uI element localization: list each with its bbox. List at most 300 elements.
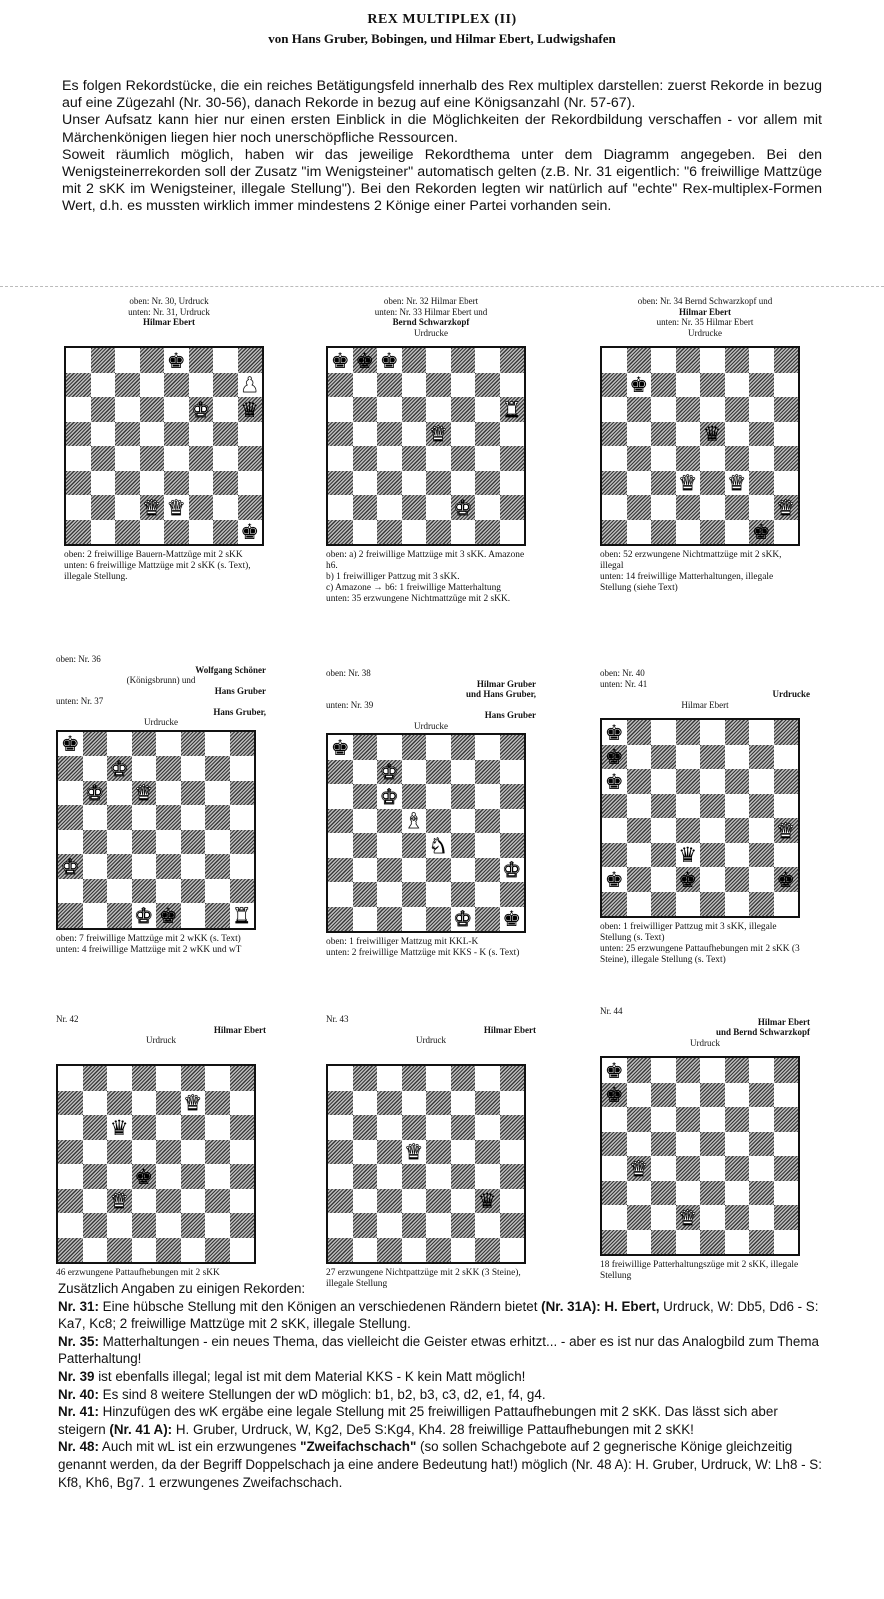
board-square (377, 446, 402, 471)
black-king-piece: ♚ (604, 719, 624, 745)
board-square (426, 373, 451, 398)
board-square (475, 1213, 500, 1238)
board-square (402, 471, 427, 496)
board-square (500, 422, 525, 447)
diagram-header (326, 296, 536, 344)
board-square (774, 422, 799, 447)
board-square (602, 794, 627, 819)
board-square (205, 1115, 230, 1140)
board-square (156, 1189, 181, 1214)
board-square (500, 520, 525, 545)
diagram-header-line: Bernd Schwarzkopf (392, 317, 470, 327)
diagram-header-line: Hans Gruber, (213, 706, 266, 717)
board-square (749, 1083, 774, 1108)
board-square (700, 1230, 725, 1255)
additional-notes (58, 1280, 826, 1491)
board-square (402, 1164, 427, 1189)
white-rook-piece: ♜ (502, 396, 522, 422)
board-square (676, 720, 701, 745)
black-king-piece: ♚ (502, 906, 522, 932)
board-square (107, 805, 132, 830)
board-square (83, 1213, 108, 1238)
caption-line: b) 1 freiwilliger Pattzug mit 3 sKK. (326, 572, 460, 582)
board-square (189, 348, 214, 373)
board-square (156, 1066, 181, 1091)
board-square (500, 1115, 525, 1140)
diagram-nr-38-39 (326, 668, 536, 958)
board-square (426, 882, 451, 907)
board-square (181, 805, 206, 830)
board-square (353, 520, 378, 545)
board-square (651, 867, 676, 892)
caption-line: unten: 6 freiwillige Mattzüge mit 2 sKK (s. Text), illegale Stellung. (64, 561, 251, 582)
diagram-header (56, 1014, 266, 1062)
board-square (426, 858, 451, 883)
board-square (189, 446, 214, 471)
board-square (58, 1238, 83, 1263)
board-square (451, 520, 476, 545)
board-square (132, 854, 157, 879)
board-square (328, 495, 353, 520)
board-square (107, 1140, 132, 1165)
board-square (107, 830, 132, 855)
board-square (353, 1115, 378, 1140)
diagram-caption (64, 550, 270, 583)
diagram-header (600, 296, 810, 344)
board-square (627, 1132, 652, 1157)
diagram-header-line: Hilmar Gruber (476, 678, 536, 689)
board-square (500, 1213, 525, 1238)
board-square (83, 879, 108, 904)
board-square (402, 1091, 427, 1116)
black-king-piece: ♚ (240, 519, 260, 545)
caption-line: 27 erzwungene Nichtpattzüge mit 2 sKK (3 Steine), illegale Stellung (326, 1268, 521, 1289)
caption-line: unten: 2 freiwillige Mattzüge mit KKS - K (s. Text) (326, 948, 520, 958)
white-queen-piece: ♛ (183, 1090, 203, 1116)
diagram-header-line: oben: Nr. 34 Bernd Schwarzkopf und (637, 296, 773, 306)
board-square (676, 520, 701, 545)
board-square (426, 1140, 451, 1165)
board-square (602, 1156, 627, 1181)
diagram-header-line: unten: Nr. 41 (600, 678, 648, 689)
board-square (328, 1213, 353, 1238)
board-square (627, 720, 652, 745)
notes-list (58, 1298, 826, 1492)
board-square (328, 858, 353, 883)
black-king-piece: ♚ (355, 347, 375, 373)
caption-line: unten: 35 erzwungene Nichtmattzüge mit 2 sKK. (326, 594, 511, 604)
note-text-cont: Urdruck, W: Db5, Dd6 - S: Ka7, Kc8; 2 freiwillige Mattzüge mit 2 sKK, illegale Stellung. (58, 1298, 819, 1332)
board-square (651, 892, 676, 917)
diagram-header-line: und Hans Gruber, (466, 689, 536, 699)
board-square (156, 732, 181, 757)
board-square (627, 397, 652, 422)
white-king-piece: ♚ (85, 780, 105, 806)
diagram-header-line: oben: Nr. 30, Urdruck (129, 296, 209, 306)
board-square (328, 1238, 353, 1263)
diagram-header-line: oben: Nr. 36 (56, 654, 101, 664)
board-square (500, 446, 525, 471)
diagram-header-line: Urdrucke (144, 717, 178, 727)
board-square (451, 422, 476, 447)
board-square (451, 1091, 476, 1116)
black-king-piece: ♚ (604, 744, 624, 770)
board-square (451, 760, 476, 785)
board-square (91, 520, 116, 545)
board-square (725, 769, 750, 794)
board-square (451, 882, 476, 907)
caption-line: unten: 25 erzwungene Pattaufhebungen mit 2 sKK (3 Steine), illegale Stellung (s. Text) (600, 944, 800, 965)
board-square (774, 1156, 799, 1181)
board-square (156, 805, 181, 830)
board-square (377, 907, 402, 932)
board-square (749, 1230, 774, 1255)
board-square (377, 397, 402, 422)
board-square (402, 520, 427, 545)
board-square (749, 471, 774, 496)
board-square (402, 784, 427, 809)
board-square (353, 907, 378, 932)
board-square (181, 830, 206, 855)
black-king-piece: ♚ (604, 866, 624, 892)
board-square (353, 858, 378, 883)
board-square (602, 818, 627, 843)
board-square (651, 520, 676, 545)
diagram-nr-36-37 (56, 654, 266, 955)
board-square (377, 809, 402, 834)
board-square (602, 843, 627, 868)
board-square (181, 903, 206, 928)
board-square (725, 720, 750, 745)
board-square (774, 720, 799, 745)
white-queen-piece: ♛ (727, 470, 747, 496)
board-square (230, 830, 255, 855)
chess-board (56, 1064, 256, 1264)
board-square (377, 495, 402, 520)
white-queen-piece: ♛ (428, 421, 448, 447)
board-square (426, 1164, 451, 1189)
board-square (156, 1238, 181, 1263)
board-square (156, 756, 181, 781)
caption-line: oben: 1 freiwilliger Mattzug mit KKL-K (326, 937, 479, 947)
board-square (451, 1213, 476, 1238)
board-square (627, 1058, 652, 1083)
board-square (700, 867, 725, 892)
board-square (91, 446, 116, 471)
board-square (132, 1238, 157, 1263)
board-square (500, 1164, 525, 1189)
black-king-piece: ♚ (330, 347, 350, 373)
board-square (774, 794, 799, 819)
board-square (475, 833, 500, 858)
board-square (205, 1213, 230, 1238)
board-square (140, 446, 165, 471)
board-square (181, 1164, 206, 1189)
board-square (700, 1132, 725, 1157)
board-square (426, 1091, 451, 1116)
board-square (725, 1107, 750, 1132)
board-square (353, 397, 378, 422)
board-square (676, 1107, 701, 1132)
board-square (402, 1189, 427, 1214)
board-square (725, 745, 750, 770)
board-square (451, 809, 476, 834)
diagram-header-line: Urdrucke (414, 327, 448, 338)
white-king-piece: ♚ (60, 853, 80, 879)
board-square (651, 1107, 676, 1132)
board-square (700, 818, 725, 843)
board-square (213, 520, 238, 545)
board-square (774, 1107, 799, 1132)
board-square (230, 1164, 255, 1189)
board-square (140, 422, 165, 447)
board-square (676, 373, 701, 398)
board-square (451, 348, 476, 373)
board-square (213, 495, 238, 520)
board-square (156, 879, 181, 904)
caption-line: oben: 7 freiwillige Mattzüge mit 2 wKK (s. Text) (56, 933, 241, 944)
board-square (140, 520, 165, 545)
board-square (725, 794, 750, 819)
board-square (66, 422, 91, 447)
note-label-ref: (Nr. 41 A): (109, 1421, 173, 1437)
white-queen-piece: ♛ (404, 1139, 424, 1165)
diagram-nr-42 (56, 1014, 266, 1278)
black-queen-piece: ♛ (240, 396, 260, 422)
board-square (156, 1140, 181, 1165)
caption-line: unten: 4 freiwillige Mattzüge mit 2 wKK und wT (56, 944, 242, 955)
board-square (602, 446, 627, 471)
board-square (651, 794, 676, 819)
diagram-header-line: und Bernd Schwarzkopf (715, 1027, 810, 1037)
diagram-header-line: oben: Nr. 32 Hilmar Ebert (383, 296, 479, 306)
board-square (132, 1213, 157, 1238)
board-square (230, 732, 255, 757)
board-square (132, 1115, 157, 1140)
board-square (725, 373, 750, 398)
board-square (676, 495, 701, 520)
board-square (83, 1238, 108, 1263)
board-square (402, 1066, 427, 1091)
board-square (426, 907, 451, 932)
board-square (181, 879, 206, 904)
board-square (377, 882, 402, 907)
board-square (475, 397, 500, 422)
note-entry (58, 1298, 826, 1333)
board-square (700, 794, 725, 819)
note-entry (58, 1386, 826, 1404)
board-square (83, 1140, 108, 1165)
black-king-piece: ♚ (60, 731, 80, 757)
board-square (328, 471, 353, 496)
board-square (238, 495, 263, 520)
black-king-piece: ♚ (751, 519, 771, 545)
diagram-header-line: Urdrucke (688, 327, 722, 338)
board-square (156, 1164, 181, 1189)
board-square (205, 781, 230, 806)
board-square (230, 879, 255, 904)
board-square (725, 1205, 750, 1230)
white-queen-piece: ♛ (109, 1188, 129, 1214)
board-square (426, 1115, 451, 1140)
board-square (328, 784, 353, 809)
board-square (602, 373, 627, 398)
chess-board (326, 1064, 526, 1264)
board-square (140, 397, 165, 422)
board-square (700, 843, 725, 868)
diagram-caption (326, 550, 532, 605)
black-king-piece: ♚ (134, 1163, 154, 1189)
board-square (426, 735, 451, 760)
diagram-header-line: Urdruck (690, 1037, 720, 1048)
board-square (627, 867, 652, 892)
board-square (749, 843, 774, 868)
board-square (475, 735, 500, 760)
board-square (749, 1058, 774, 1083)
board-square (107, 781, 132, 806)
board-square (725, 1230, 750, 1255)
section-divider (0, 286, 884, 287)
black-king-piece: ♚ (379, 347, 399, 373)
board-square (164, 373, 189, 398)
diagram-header (600, 668, 810, 716)
board-square (402, 422, 427, 447)
board-square (749, 397, 774, 422)
board-square (353, 784, 378, 809)
board-square (651, 720, 676, 745)
board-square (107, 1164, 132, 1189)
black-king-piece: ♚ (629, 372, 649, 398)
board-square (83, 805, 108, 830)
board-square (700, 720, 725, 745)
white-queen-piece: ♛ (776, 494, 796, 520)
board-square (700, 769, 725, 794)
note-label-ref: "Zweifachschach" (300, 1439, 417, 1455)
board-square (353, 422, 378, 447)
board-square (156, 1091, 181, 1116)
white-queen-piece: ♛ (629, 1155, 649, 1181)
board-square (426, 1066, 451, 1091)
board-square (377, 735, 402, 760)
black-queen-piece: ♛ (678, 842, 698, 868)
board-square (426, 471, 451, 496)
board-square (725, 818, 750, 843)
note-text: Matterhaltungen - ein neues Thema, das vielleicht die Geister etwas erhitzt... - aber es ist nur das Analogbild zum Thema Patterhaltung! (58, 1333, 819, 1367)
board-square (402, 1238, 427, 1263)
board-square (328, 882, 353, 907)
board-square (500, 760, 525, 785)
board-square (107, 903, 132, 928)
board-square (627, 818, 652, 843)
board-square (500, 809, 525, 834)
board-square (205, 879, 230, 904)
board-square (353, 1091, 378, 1116)
board-square (328, 1066, 353, 1091)
board-square (627, 769, 652, 794)
diagram-header-line: (Königsbrunn) und (126, 675, 196, 685)
board-square (451, 1164, 476, 1189)
board-square (749, 1107, 774, 1132)
board-square (205, 732, 230, 757)
diagram-header-line: oben: Nr. 40 (600, 668, 645, 678)
board-square (774, 745, 799, 770)
board-square (353, 1238, 378, 1263)
black-king-piece: ♚ (776, 866, 796, 892)
board-square (475, 907, 500, 932)
board-square (700, 1107, 725, 1132)
note-text-cont: (so sollen Schachgebote auf 2 gegnerische Könige gleichzeitig genannt werden, da der Begriff Doppelschach ja eine andere Bedeutung hat!) möglich (Nr. 48 A): H. Gruber, Urdruck, W: Lh8 - S: Kf8, Kh6, Bg7. 1 erzwungenes Zweifachschach. (58, 1439, 822, 1490)
diagram-header (326, 1014, 536, 1062)
board-square (700, 397, 725, 422)
board-square (725, 446, 750, 471)
board-square (725, 422, 750, 447)
board-square (774, 397, 799, 422)
black-king-piece: ♚ (330, 734, 350, 760)
board-square (749, 1132, 774, 1157)
diagram-header-line: Hilmar Ebert (678, 306, 732, 317)
white-king-piece: ♚ (191, 396, 211, 422)
board-square (205, 854, 230, 879)
board-square (627, 745, 652, 770)
note-entry (58, 1403, 826, 1438)
board-square (164, 422, 189, 447)
board-square (676, 1083, 701, 1108)
board-square (189, 422, 214, 447)
board-square (238, 348, 263, 373)
caption-line: c) Amazone → b6: 1 freiwillige Matterhaltung (326, 583, 501, 593)
board-square (676, 892, 701, 917)
board-square (475, 422, 500, 447)
white-king-piece: ♚ (502, 857, 522, 883)
board-square (700, 373, 725, 398)
black-king-piece: ♚ (158, 902, 178, 928)
board-square (83, 903, 108, 928)
board-square (238, 422, 263, 447)
diagram-nr-43 (326, 1014, 536, 1289)
board-square (140, 471, 165, 496)
board-square (700, 1181, 725, 1206)
board-square (377, 858, 402, 883)
note-label: Nr. 48: (58, 1439, 99, 1455)
board-square (651, 495, 676, 520)
caption-line: 18 freiwillige Patterhaltungszüge mit 2 sKK, illegale Stellung (600, 1260, 799, 1281)
board-square (451, 373, 476, 398)
intro-paragraph-2: Unser Aufsatz kann hier nur einen ersten Einblick in die Möglichkeiten der Rekordbildung verschaffen - vor allem mit Märchenkönigen liegen hier noch unerschöpfliche Ressourcen. (62, 112, 822, 146)
board-square (132, 1189, 157, 1214)
board-square (115, 495, 140, 520)
board-square (140, 373, 165, 398)
board-square (156, 830, 181, 855)
board-square (181, 1213, 206, 1238)
board-square (205, 1164, 230, 1189)
board-square (83, 1164, 108, 1189)
board-square (213, 373, 238, 398)
board-square (500, 1238, 525, 1263)
board-square (377, 833, 402, 858)
diagram-header-line: Nr. 42 (56, 1014, 79, 1024)
board-square (651, 1083, 676, 1108)
board-square (132, 879, 157, 904)
board-square (353, 735, 378, 760)
board-square (774, 1181, 799, 1206)
board-square (181, 1189, 206, 1214)
diagram-nr-40-41 (600, 668, 810, 965)
board-square (91, 422, 116, 447)
board-square (602, 348, 627, 373)
board-square (749, 720, 774, 745)
board-square (651, 373, 676, 398)
board-square (377, 1189, 402, 1214)
